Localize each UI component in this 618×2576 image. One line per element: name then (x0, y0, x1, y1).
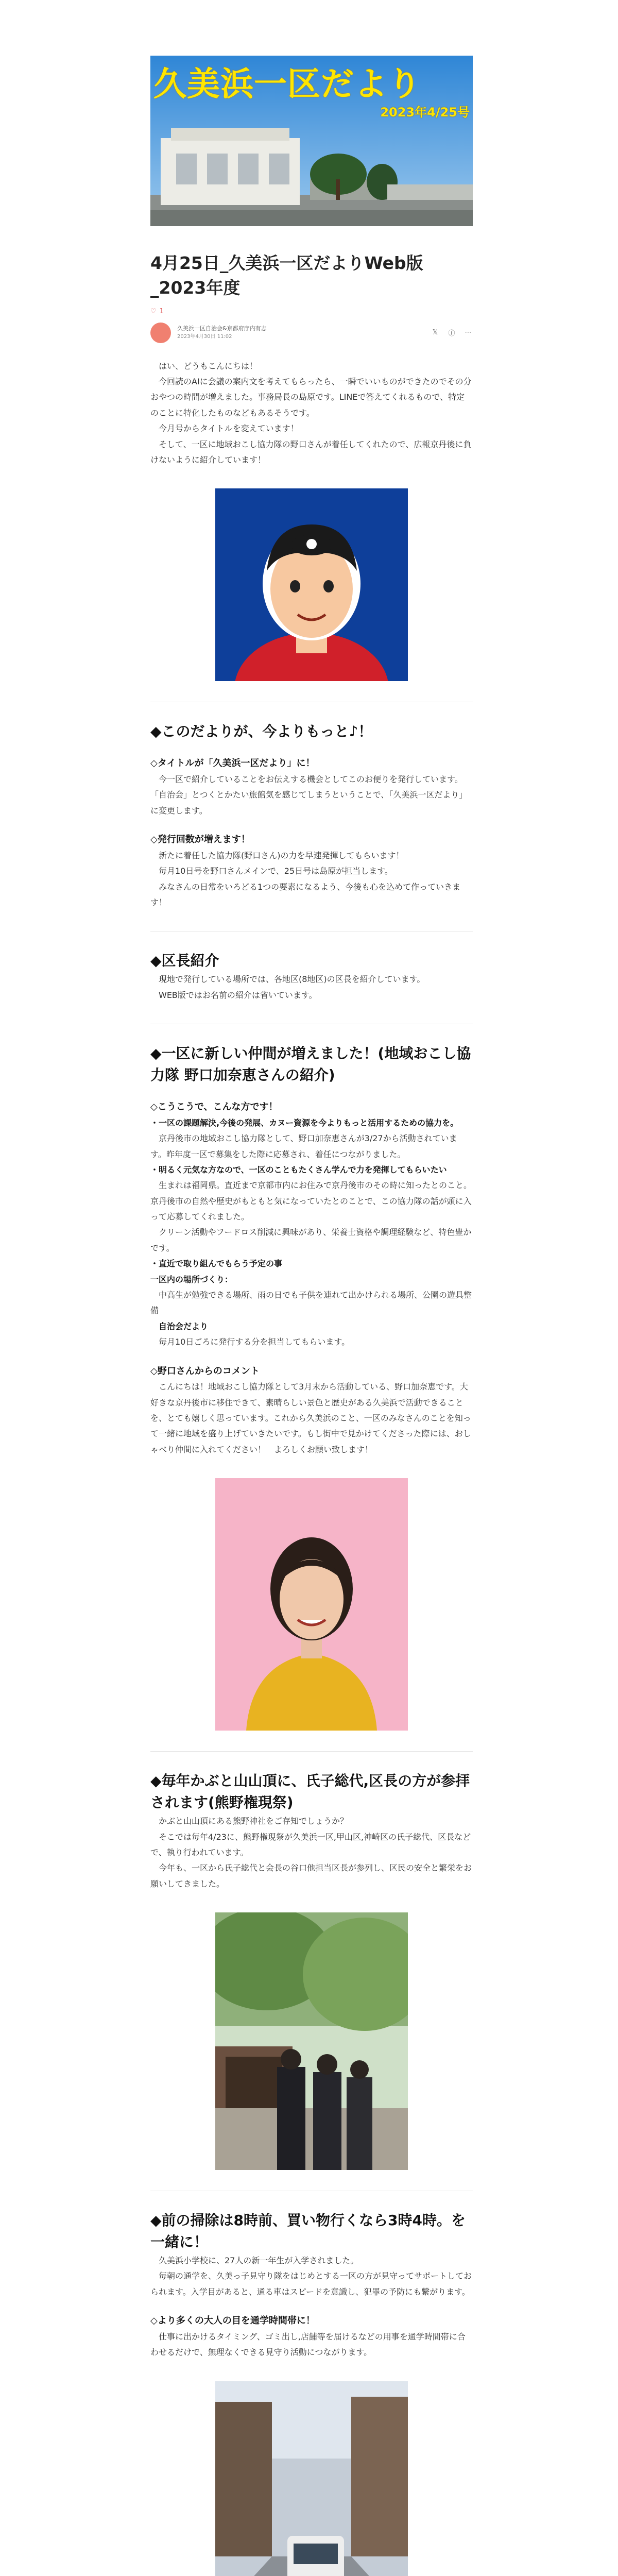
more-icon[interactable]: ⋯ (465, 329, 472, 337)
section-chief (150, 950, 473, 1003)
section-divider (150, 1751, 473, 1752)
section-heading: ◆前の掃除は8時前、買い物行くなら3時4時。を一緒に！ (150, 2212, 466, 2251)
paragraph: こんにちは！地域おこし協力隊として3月末から活動している、野口加奈恵です。大好きな京丹後市に移住できて、素晴らしい景色と歴史がある久美浜で活動できることを、とても嬉しく思っています。これから久美浜のこと、一区のみなさんのことを知って一緒に地域を盛り上げていきたいです。もし街中で見かけてくださった際には、おしゃべり仲間に入れてください！ よろしくお願い致します！ (150, 1382, 471, 1454)
x-logo-icon[interactable]: 𝕏 (432, 329, 438, 337)
subsection-heading: ◇発行回数が増えます！ (150, 834, 250, 845)
author-name[interactable]: 久美浜一区自治会&京都府庁内有志 (177, 325, 267, 332)
caricature-image (215, 488, 408, 681)
paragraph: 仕事に出かけるタイミング、ゴミ出し,店舗等を届けるなどの用事を通学時間帯に合わせるだけで、無理なくできる見守り活動につながります。 (150, 2331, 466, 2358)
bullet: 自治会だより (159, 1321, 209, 1331)
paragraph: 今一区で紹介していることをお伝えする機会としてこのお便りを発行しています。「自治会」とつくとかたい旅館気を感じてしまうということで、「久美浜一区だより」に変更します。 (150, 774, 468, 816)
paragraph: クリーン活動やフードロス削減に興味があり、栄養士資格や調理経験など、特色豊かです。 (150, 1227, 472, 1253)
intro-paragraph: 今回読のAIに会議の案内文を考えてもらったら、一瞬でいいものができたのでその分おやつの時間が増えました。事務局長の島原です。LINEで答えてくれるもので、特定のことに特化したものなどもあるそうです。 (150, 377, 472, 418)
subsection-heading: ◇こうこうで、こんな方です！ (150, 1101, 278, 1113)
paragraph: 現地で発行している場所では、各地区(8地区)の区長を紹介しています。 (159, 974, 425, 985)
article-title: 4月25日_久美浜一区だよりWeb版_2023年度 (150, 253, 423, 298)
paragraph: WEB版ではお名前の紹介は省いています。 (159, 990, 317, 1000)
paragraph: 久美浜小学校に、27人の新一年生が入学されました。 (159, 2256, 359, 2266)
paragraph: 京丹後市の地域おこし協力隊として、野口加奈恵さんが3/27から活動されています。昨年度一区で募集をした際に応募され、着任につながりました。 (150, 1133, 457, 1159)
paragraph: みなさんの日常をいろどる1つの要素になるよう、今後も心を込めて作っていきます！ (150, 882, 461, 907)
section-heading: ◆毎年かぶと山山頂に、氏子総代,区長の方が参拝されます(熊野権現祭) (150, 1772, 470, 1811)
intro-paragraph: 今月号からタイトルを変えています！ (159, 423, 299, 434)
section-more (150, 721, 473, 910)
paragraph: かぶと山山頂にある熊野神社をご存知でしょうか？ (159, 1816, 349, 1826)
article-body (150, 359, 473, 682)
author-row (150, 323, 473, 343)
like-count: 1 (159, 307, 164, 315)
hero-title: 久美浜一区だより (153, 65, 421, 104)
section-heading: ◆一区に新しい仲間が増えました！(地域おこし協力隊 野口加奈恵さんの紹介) (150, 1045, 471, 1084)
intro-paragraph: そして、一区に地域おこし協力隊の野口さんが着任してくれたので、広報京丹後に負けないように紹介しています！ (150, 439, 472, 465)
section-sweep (150, 2210, 473, 2576)
paragraph: 今年も、一区から氏子総代と会長の谷口他担当区長が参列し、区民の安全と繁栄をお願いしてきました。 (150, 1863, 472, 1889)
paragraph: 新たに着任した協力隊(野口さん)の力を早速発揮してもらいます！ (159, 850, 404, 860)
paragraph: そこでは毎年4/23に、熊野権現祭が久美浜一区,甲山区,神崎区の氏子総代、区長などで、執り行われています。 (150, 1832, 471, 1857)
like-row (150, 308, 473, 315)
published-date: 2023年4月30日 11:02 (177, 334, 232, 340)
section-kabuto (150, 1770, 473, 2170)
paragraph: 中高生が勉強できる場所、雨の日でも子供を連れて出かけられる場所、公園の遊具整備 (150, 1290, 472, 1316)
portrait-photo (215, 1478, 408, 1731)
hero-banner (150, 56, 473, 226)
section-heading: ◆区長紹介 (150, 952, 219, 970)
paragraph: 毎朝の通学を、久美っ子見守り隊をはじめとする一区の方が見守ってサポートしておられます。入学目があると、通る車はスピードを意識し、犯罪の予防にも繋がります。 (150, 2271, 472, 2297)
intro-greeting: はい、どうもこんにちは！ (159, 361, 258, 371)
subsection-heading: ◇タイトルが「久美浜一区だより」に！ (150, 758, 315, 769)
section-noguchi (150, 1043, 473, 1731)
bullet: 一区内の場所づくり： (150, 1274, 233, 1284)
subsection-heading: ◇より多くの大人の目を通学時間帯に！ (150, 2315, 315, 2327)
author-meta (177, 325, 431, 341)
heart-icon[interactable]: ♡ (150, 307, 157, 315)
subsection-heading: ◇野口さんからのコメント (150, 1365, 260, 1377)
hero-date: 2023年4/25号 (380, 105, 470, 120)
street-photo (215, 2381, 408, 2576)
section-heading: ◆このだよりが、今よりもっと♪！ (150, 723, 373, 740)
paragraph: 生まれは福岡県。直近まで京都市内にお住みで京丹後市のその時に知ったとのこと。京丹後市の自然や歴史がもともと気になっていたとのことで、この協力隊の話が頭に入って応募してくれました。 (150, 1180, 472, 1222)
bullet: ・一区の課題解決,今後の発展、カヌー資源を今よりもっと活用するための協力を。 (150, 1117, 459, 1128)
paragraph: 毎月10日ごろに発行する分を担当してもらいます。 (159, 1337, 350, 1347)
share-buttons (431, 328, 473, 337)
avatar[interactable] (150, 323, 171, 343)
page (150, 0, 473, 2576)
facebook-icon[interactable]: ⓕ (448, 330, 455, 338)
shrine-photo (215, 1912, 408, 2170)
paragraph: 毎月10日号を野口さんメインで、25日号は島原が担当します。 (159, 866, 393, 876)
bullet: ・直近で取り組んでもらう予定の事 (150, 1259, 283, 1269)
bullet: ・明るく元気な方なので、一区のこともたくさん学んで力を発揮してもらいたい (150, 1164, 447, 1175)
